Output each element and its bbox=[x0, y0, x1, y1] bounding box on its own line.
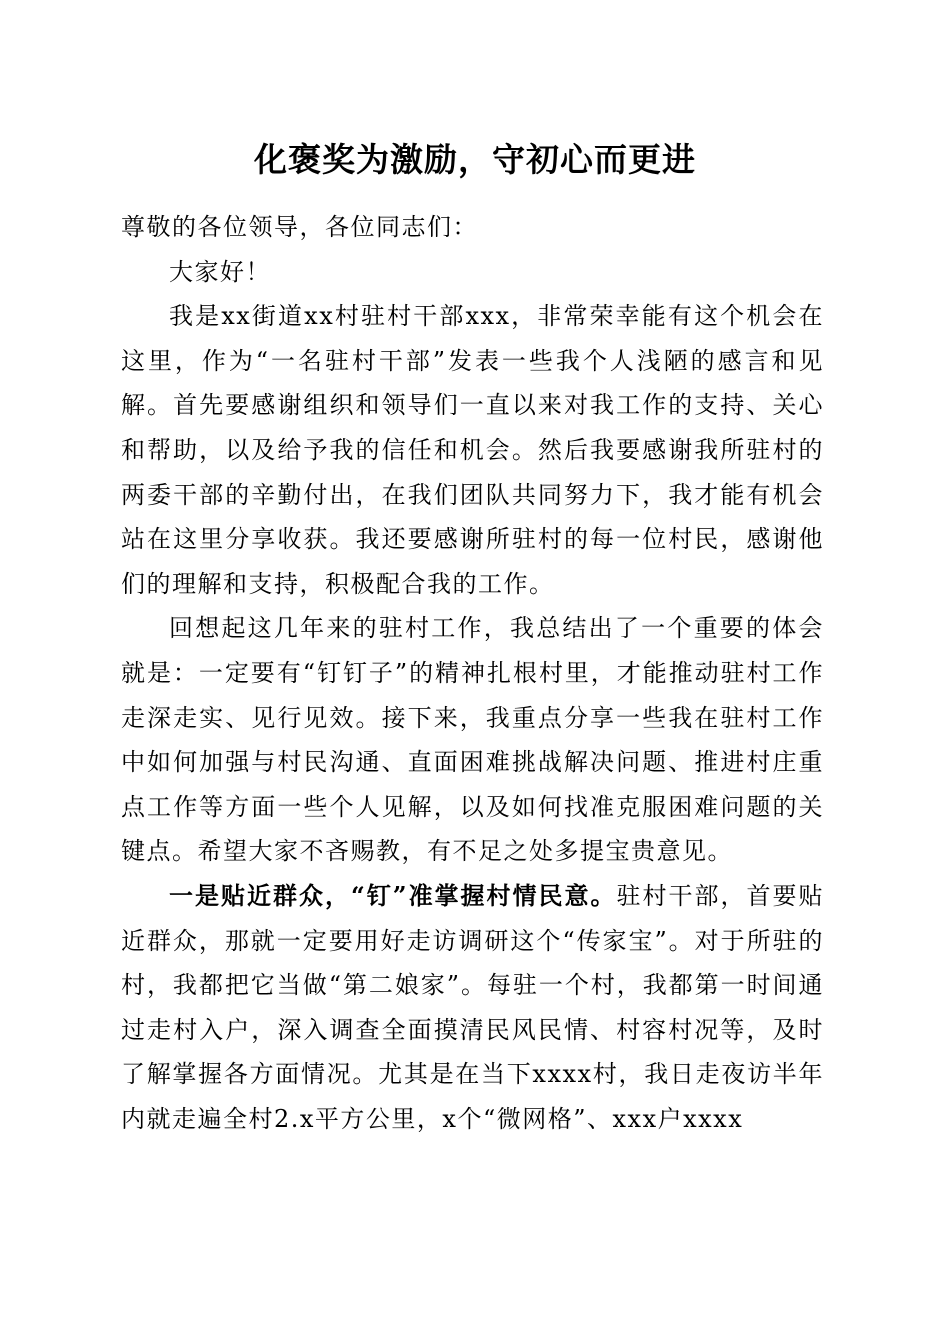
greeting: 大家好！ bbox=[169, 257, 271, 286]
paragraph-3-body: 驻村干部，首要贴近群众，那就一定要用好走访调研这个“传家宝”。对于所驻的村，我都把它当做“第二娘家”。每驻一个村，我都第一时间通过走村入户，深入调查全面摸清民风民情、村容村况等，及时了解掌握各方面情况。尤其是在当下xxxx村，我日走夜访半年内就走遍全村2.x平方公里，x个“微网格”、xxx户xxxx bbox=[121, 881, 825, 1133]
document-title: 化褒奖为激励，守初心而更进 bbox=[254, 140, 696, 179]
salutation: 尊敬的各位领导，各位同志们： bbox=[121, 213, 478, 241]
document-body bbox=[121, 205, 824, 1141]
paragraph-3-heading: 一是贴近群众，“钉”准掌握村情民意。 bbox=[169, 880, 617, 910]
paragraph-2: 回想起这几年来的驻村工作，我总结出了一个重要的体会就是：一定要有“钉钉子”的精神扎根村里，才能推动驻村工作走深走实、见行见效。接下来，我重点分享一些我在驻村工作中如何加强与村民沟通、直面困难挑战解决问题、推进村庄重点工作等方面一些个人见解，以及如何找准克服困难问题的关键点。希望大家不吝赐教，有不足之处多提宝贵意见。 bbox=[121, 614, 824, 866]
paragraph-1: 我是xx街道xx村驻村干部xxx，非常荣幸能有这个机会在这里，作为“一名驻村干部”发表一些我个人浅陋的感言和见解。首先要感谢组织和领导们一直以来对我工作的支持、关心和帮助，以及给予我的信任和机会。然后我要感谢我所驻村的两委干部的辛勤付出，在我们团队共同努力下，我才能有机会站在这里分享收获。我还要感谢所驻村的每一位村民，感谢他们的理解和支持，积极配合我的工作。 bbox=[121, 302, 824, 598]
paragraph-3 bbox=[121, 874, 824, 1142]
